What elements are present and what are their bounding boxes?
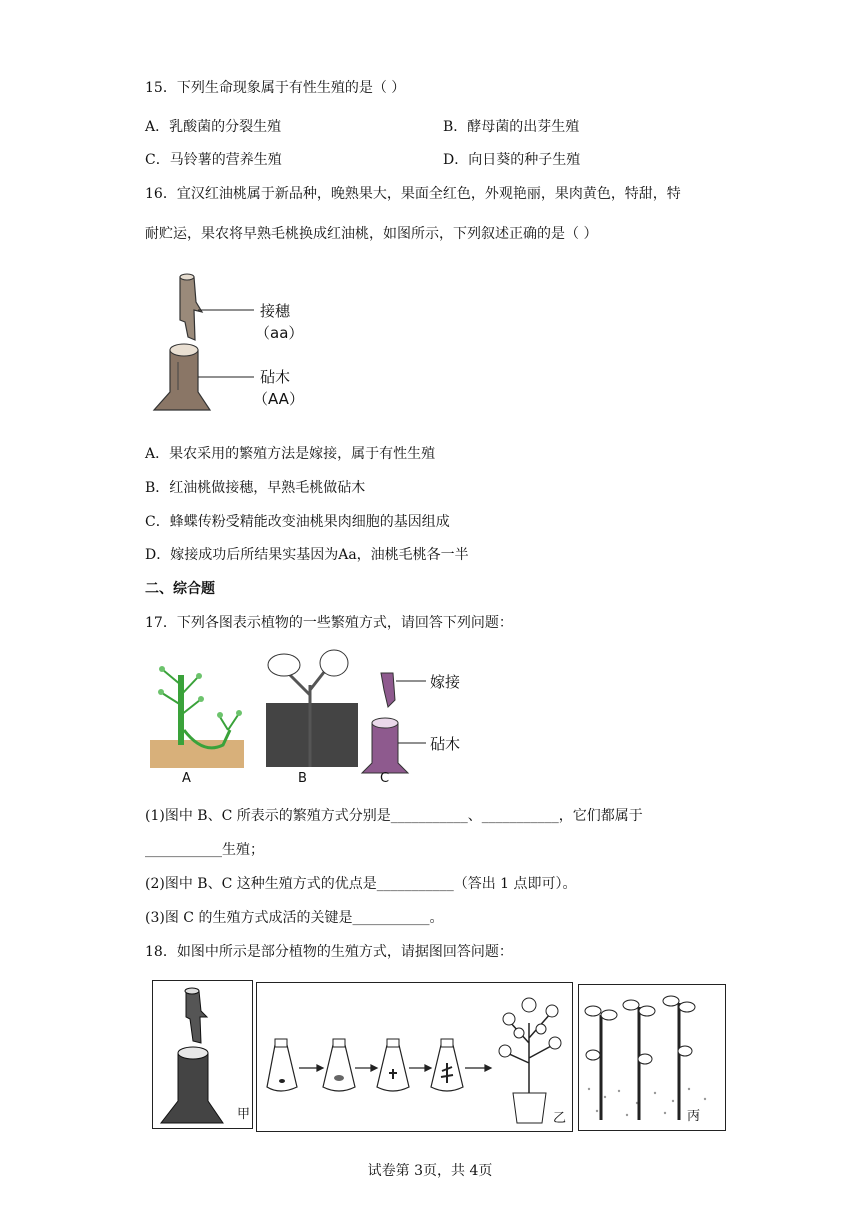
q17-reproduction-figure (148, 645, 468, 790)
q16-option-d: D．嫁接成功后所结果实基因为Aa，油桃毛桃各一半 (145, 547, 469, 563)
panel-label-bing: 丙 (687, 1109, 701, 1124)
q17-subquestion-1-line2: ___________生殖； (145, 842, 264, 858)
q18-panel-yi (256, 982, 573, 1132)
section-heading: 二、综合题 (145, 581, 215, 597)
q16-grafting-figure (150, 262, 320, 422)
panel-label-yi: 乙 (553, 1111, 567, 1126)
q17-subquestion-1-line1: (1)图中 B、C 所表示的繁殖方式分别是___________、___________，它们都属于 (145, 808, 643, 824)
scion-genotype: （aa） (255, 324, 304, 342)
q15-option-b: B．酵母菌的出芽生殖 (443, 119, 580, 135)
q15-option-d: D．向日葵的种子生殖 (443, 152, 581, 168)
q16-option-a: A．果农采用的繁殖方法是嫁接，属于有性生殖 (145, 446, 436, 462)
q15-option-a: A．乳酸菌的分裂生殖 (145, 119, 282, 135)
figure-label-a: A (182, 771, 191, 786)
q15-stem: 15．下列生命现象属于有性生殖的是（ ） (145, 80, 406, 96)
q17-subquestion-2: (2)图中 B、C 这种生殖方式的优点是___________（答出 1 点即可）。 (145, 876, 577, 892)
q17-subquestion-3: (3)图 C 的生殖方式成活的关键是___________。 (145, 910, 444, 926)
stock-label: 砧木 (260, 368, 291, 386)
figure-label-b: B (298, 771, 307, 786)
figure-label-c: C (380, 771, 390, 786)
scion-label: 接穗 (260, 302, 291, 320)
q16-stem-line2: 耐贮运，果农将早熟毛桃换成红油桃，如图所示，下列叙述正确的是（ ） (145, 226, 598, 242)
panel-label-jia: 甲 (237, 1107, 251, 1122)
q15-option-c: C．马铃薯的营养生殖 (145, 152, 282, 168)
q16-option-b: B．红油桃做接穗，早熟毛桃做砧木 (145, 480, 366, 496)
graft-label: 嫁接 (430, 673, 461, 691)
q18-stem: 18．如图中所示是部分植物的生殖方式，请据图回答问题： (145, 944, 513, 960)
stock-genotype: （AA） (253, 390, 304, 408)
page-footer: 试卷第 3页，共 4页 (367, 1163, 493, 1179)
q17-stem: 17．下列各图表示植物的一些繁殖方式，请回答下列问题： (145, 615, 513, 631)
q16-stem-line1: 16．宜汉红油桃属于新品种，晚熟果大，果面全红色，外观艳丽，果肉黄色，特甜，特 (145, 186, 681, 202)
q18-panel-bing (578, 984, 726, 1131)
q16-option-c: C．蜂蝶传粉受精能改变油桃果肉细胞的基因组成 (145, 514, 450, 530)
rootstock-label: 砧木 (430, 735, 461, 753)
q18-panel-jia (152, 980, 253, 1129)
